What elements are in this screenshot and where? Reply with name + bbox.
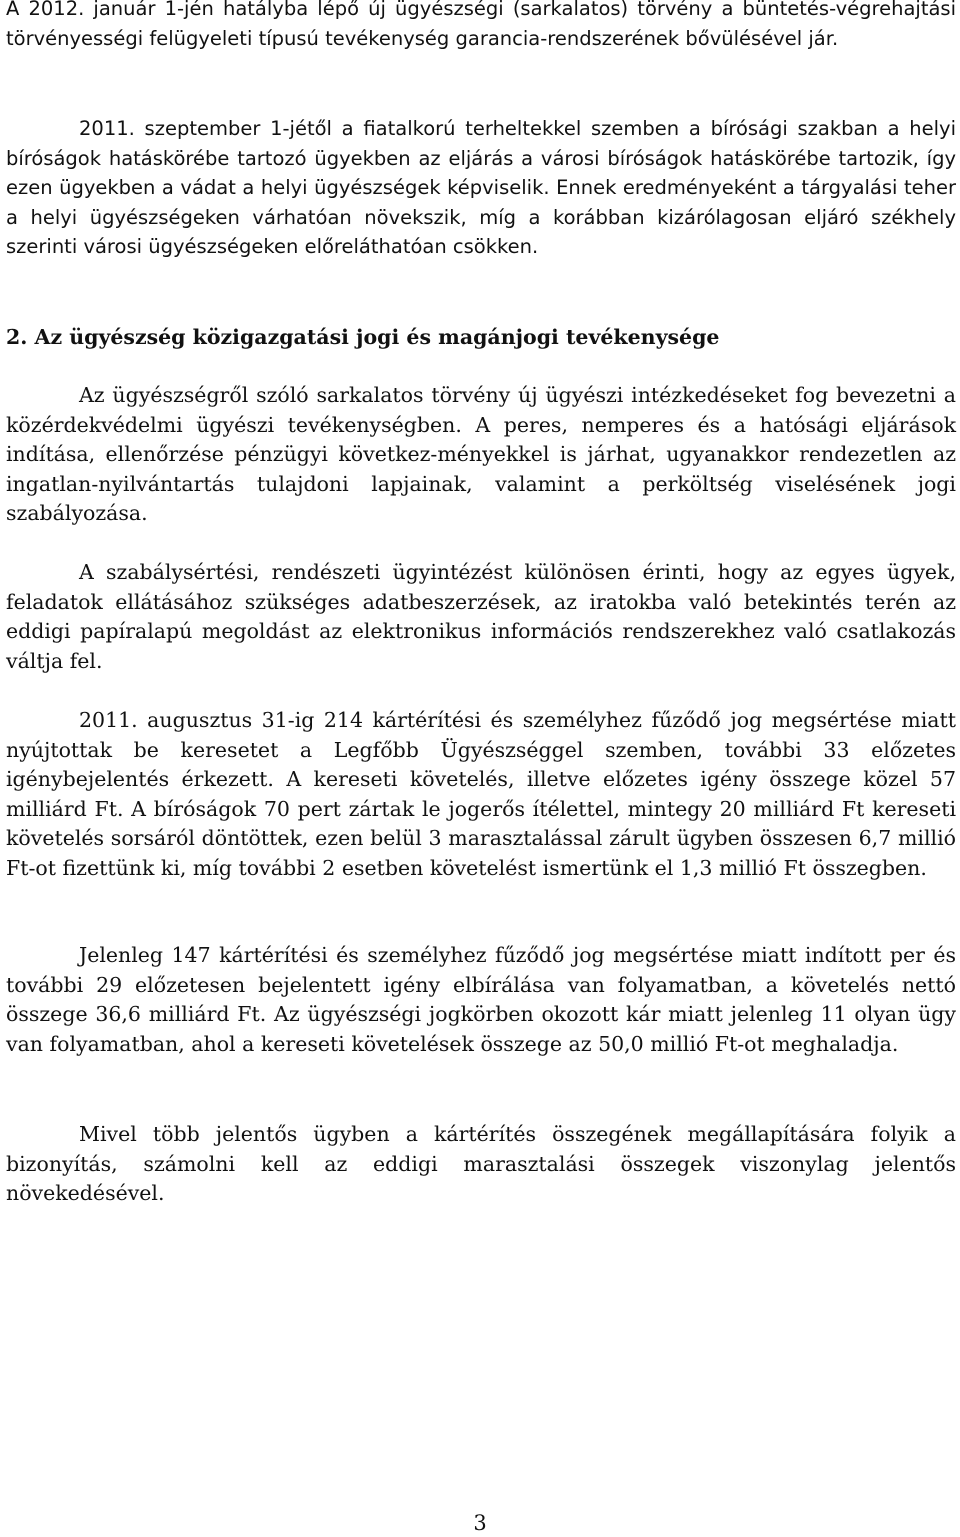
paragraph-damages-2011: 2011. augusztus 31-ig 214 kártérítési és személyhez fűződő jog megsértése miatt nyújtottak be keresetet a Legfőbb Ügyészséggel szemben, további 33 előzetes igénybejelentés érkezett. A kereseti követelés, illetve előzetes igény összege közel 57 milliárd Ft. A bíróságok 70 pert zártak le jogerős ítélettel, mintegy 20 milliárd Ft kereseti követelés sorsáról döntöttek, ezen belül 3 marasztalással zárult ügyben összesen 6,7 millió Ft-ot fizettünk ki, míg további 2 esetben követelést ismertünk el 1,3 millió Ft összegben. [6,708,956,880]
paragraph-juvenile-courts: 2011. szeptember 1-jétől a fiatalkorú terheltekkel szemben a bírósági szakban a helyi bíróságok hatáskörébe tartozó ügyekben az eljárás a városi bíróságok hatáskörébe tartozik, így ezen ügyekben a vádat a helyi ügyészségek képviselik. Ennek eredményeként a tárgyalási teher a helyi ügyészségeken várhatóan növekszik, míg a korábban kizárólagosan eljáró székhely szerinti városi ügyészségeken előreláthatóan csökken. [6,117,956,259]
paragraph-new-measures: Az ügyészségről szóló sarkalatos törvény új ügyészi intézkedéseket fog bevezetni a közérdekvédelmi ügyészi tevékenységben. A peres, nemperes és a hatósági eljárások indítása, ellenőrzése pénzügyi következ-ményekkel is járhat, ugyanakkor rendezetlen az ingatlan-nyilvántartás tulajdoni lapjainak, valamint a perköltség viselésének jogi szabályozása. [6,383,956,526]
section-heading: 2. Az ügyészség közigazgatási jogi és magánjogi tevékenysége [6,325,720,349]
page-number: 3 [473,1511,487,1535]
paragraph-intro: A 2012. január 1-jén hatályba lépő új ügyészségi (sarkalatos) törvény a büntetés-végrehajtási törvényességi felügyeleti típusú tevékenység garancia-rendszerének bővülésével jár. [6,0,956,50]
paragraph-outlook: Mivel több jelentős ügyben a kártérítés összegének megállapítására folyik a bizonyítás, számolni kell az eddigi marasztalási összegek viszonylag jelentős növekedésével. [6,1122,956,1206]
paragraph-pending-claims: Jelenleg 147 kártérítési és személyhez fűződő jog megsértése miatt indított per és további 29 előzetesen bejelentett igény elbírálása van folyamatban, a követelés nettó összege 36,6 milliárd Ft. Az ügyészségi jogkörben okozott kár miatt jelenleg 11 olyan ügy van folyamatban, ahol a kereseti követelések összege az 50,0 millió Ft-ot meghaladja. [6,943,956,1056]
paragraph-electronic-systems: A szabálysértési, rendészeti ügyintézést különösen érinti, hogy az egyes ügyek, feladatok ellátásához szükséges adatbeszerzések, az iratokba való betekintés terén az eddigi papíralapú megoldást az elektronikus információs rendszerekhez való csatlakozás váltja fel. [6,560,956,673]
